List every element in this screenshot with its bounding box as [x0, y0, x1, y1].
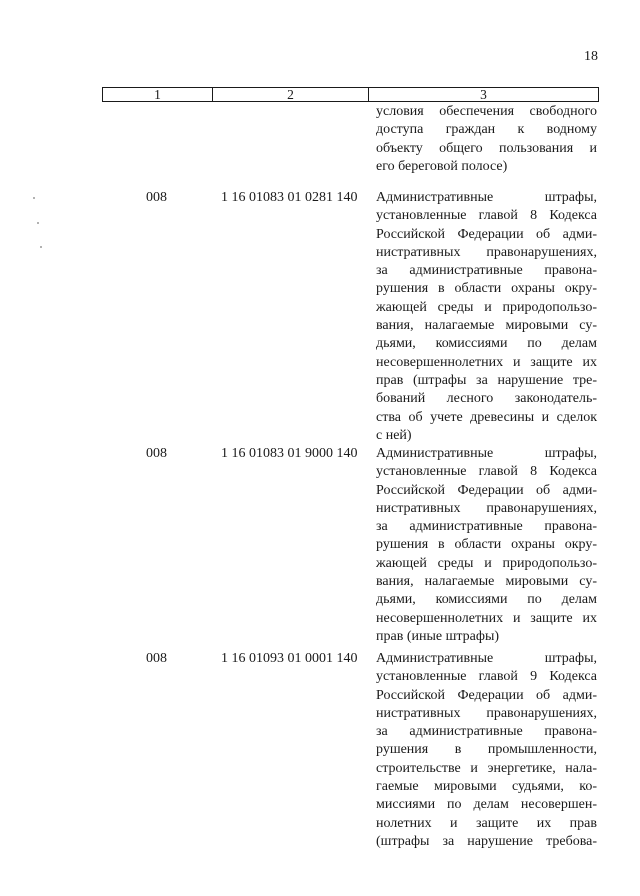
description-line: несовершеннолетних и защите их	[376, 354, 597, 370]
description-line: рушения в области охраны окру-	[376, 281, 597, 297]
header-col-1: 1	[103, 88, 213, 101]
description-line: нолетних и защите их прав	[376, 815, 597, 831]
admin-code: 008	[146, 446, 167, 461]
description-line: установленные главой 8 Кодекса	[376, 208, 597, 224]
description-line: Российской Федерации об адми-	[376, 226, 597, 242]
description-line: за административные правона-	[376, 519, 597, 535]
description-line: установленные главой 8 Кодекса	[376, 464, 597, 480]
description-line: прав (штрафы за нарушение тре-	[376, 372, 597, 388]
description-line: дьями, комиссиями по делам	[376, 592, 597, 608]
admin-code: 008	[146, 190, 167, 205]
description-line: нистративных правонарушениях,	[376, 500, 597, 516]
description-line: несовершеннолетних и защите их	[376, 610, 597, 626]
revenue-description	[376, 445, 597, 646]
description-line: объекту общего пользования и	[376, 140, 597, 156]
description-line: жающей среды и природопользо-	[376, 555, 597, 571]
scan-speck	[37, 222, 39, 224]
description-line: рушения в области охраны окру-	[376, 537, 597, 553]
description-line: за административные правона-	[376, 724, 597, 740]
description-line: нистративных правонарушениях,	[376, 244, 597, 260]
description-line: дьями, комиссиями по делам	[376, 336, 597, 352]
description-line: с ней)	[376, 427, 412, 443]
table-header-row	[102, 87, 599, 102]
budget-classification-code: 1 16 01083 01 0281 140	[221, 190, 358, 205]
header-col-3: 3	[480, 87, 487, 102]
description-line: Российской Федерации об адми-	[376, 482, 597, 498]
description-line: гаемые мировыми судьями, ко-	[376, 779, 597, 795]
page-number: 18	[584, 49, 598, 64]
description-line: миссиями по делам несовершен-	[376, 797, 597, 813]
revenue-description	[376, 189, 597, 445]
budget-classification-code: 1 16 01093 01 0001 140	[221, 651, 358, 666]
description-line: установленные главой 9 Кодекса	[376, 669, 597, 685]
description-line: прав (иные штрафы)	[376, 628, 500, 644]
description-line: за административные правона-	[376, 263, 597, 279]
description-line: вания, налагаемые мировыми су-	[376, 318, 597, 334]
description-line: рушения в промышленности,	[376, 742, 597, 758]
description-line: жающей среды и природопользо-	[376, 299, 597, 315]
description-line: вания, налагаемые мировыми су-	[376, 574, 597, 590]
admin-code: 008	[146, 651, 167, 666]
description-line: доступа граждан к водному	[376, 122, 597, 138]
continued-description	[376, 103, 597, 176]
revenue-description	[376, 650, 597, 851]
description-line: ства об учете древесины и сделок	[376, 409, 597, 425]
description-line: (штрафы за нарушение требова-	[376, 833, 597, 849]
description-line: Российской Федерации об адми-	[376, 687, 597, 703]
description-line: Административные штрафы,	[376, 190, 597, 205]
description-line: условия обеспечения свободного	[376, 104, 597, 119]
scan-speck	[40, 246, 42, 248]
header-col-2: 2	[213, 88, 369, 101]
description-line: бований лесного законодатель-	[376, 391, 597, 407]
budget-classification-code: 1 16 01083 01 9000 140	[221, 446, 358, 461]
description-line: строительстве и энергетике, нала-	[376, 760, 597, 776]
description-line: Административные штрафы,	[376, 446, 597, 461]
description-line: Административные штрафы,	[376, 651, 597, 666]
description-line: нистративных правонарушениях,	[376, 705, 597, 721]
description-line: его береговой полосе)	[376, 158, 508, 174]
scan-speck	[33, 197, 35, 199]
